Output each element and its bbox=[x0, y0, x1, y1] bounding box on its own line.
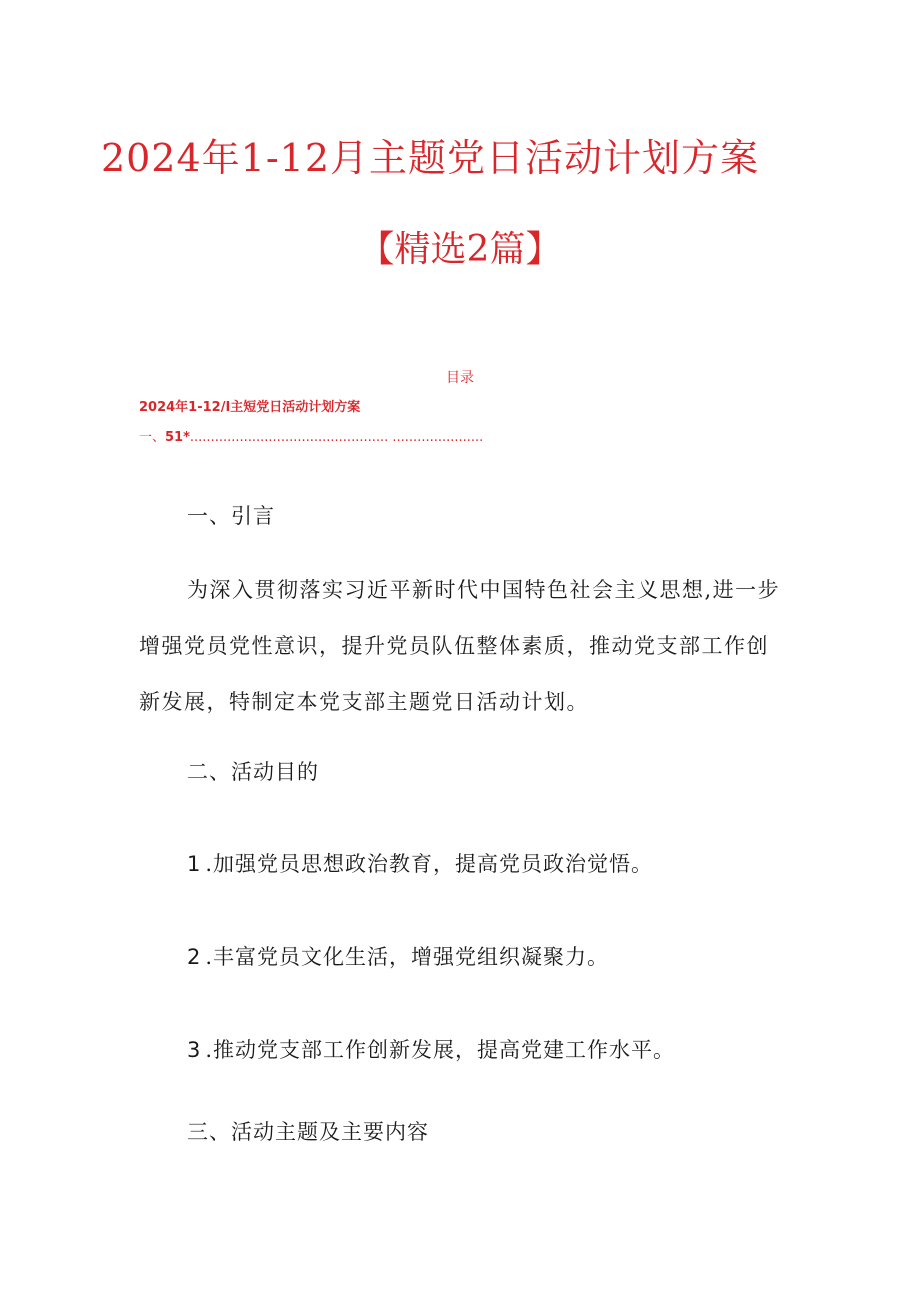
purpose-item-text: .丰富党员文化生活，增强党组织凝聚力。 bbox=[205, 945, 610, 969]
toc-entry-2-prefix: 一、 bbox=[139, 430, 166, 445]
purpose-item-text: .加强党员思想政治教育，提高党员政治觉悟。 bbox=[205, 852, 654, 876]
purpose-item-text: .推动党支部工作创新发展，提高党建工作水平。 bbox=[205, 1038, 676, 1062]
toc-entry-2-number: 51* bbox=[165, 430, 190, 445]
purpose-item-1 bbox=[187, 847, 653, 881]
toc-entry-1[interactable]: 2024年1-12/I主短党日活动计划方案 bbox=[139, 400, 361, 415]
purpose-item-3 bbox=[187, 1033, 675, 1067]
purpose-item-2 bbox=[187, 940, 609, 974]
toc-heading: 目录 bbox=[446, 370, 474, 386]
purpose-item-number: 2 bbox=[187, 945, 202, 969]
section-heading-purpose: 二、活动目的 bbox=[187, 760, 319, 784]
document-subtitle: 【精选2篇】 bbox=[358, 229, 562, 270]
toc-entry-2[interactable] bbox=[139, 428, 483, 448]
section-heading-theme: 三、活动主题及主要内容 bbox=[187, 1120, 429, 1144]
intro-paragraph: 为深入贯彻落实习近平新时代中国特色社会主义思想,进一步增强党员党性意识，提升党员队伍整体素质，推动党支部工作创新发展，特制定本党支部主题党日活动计划。 bbox=[139, 578, 781, 714]
document-title: 2024年1-12月主题党日活动计划方案 bbox=[100, 136, 760, 180]
purpose-item-number: 1 bbox=[187, 852, 202, 876]
toc-entry-2-leader: ................................................ ...................... bbox=[189, 430, 484, 445]
purpose-item-number: 3 bbox=[187, 1038, 202, 1062]
section-heading-intro: 一、引言 bbox=[187, 504, 275, 528]
